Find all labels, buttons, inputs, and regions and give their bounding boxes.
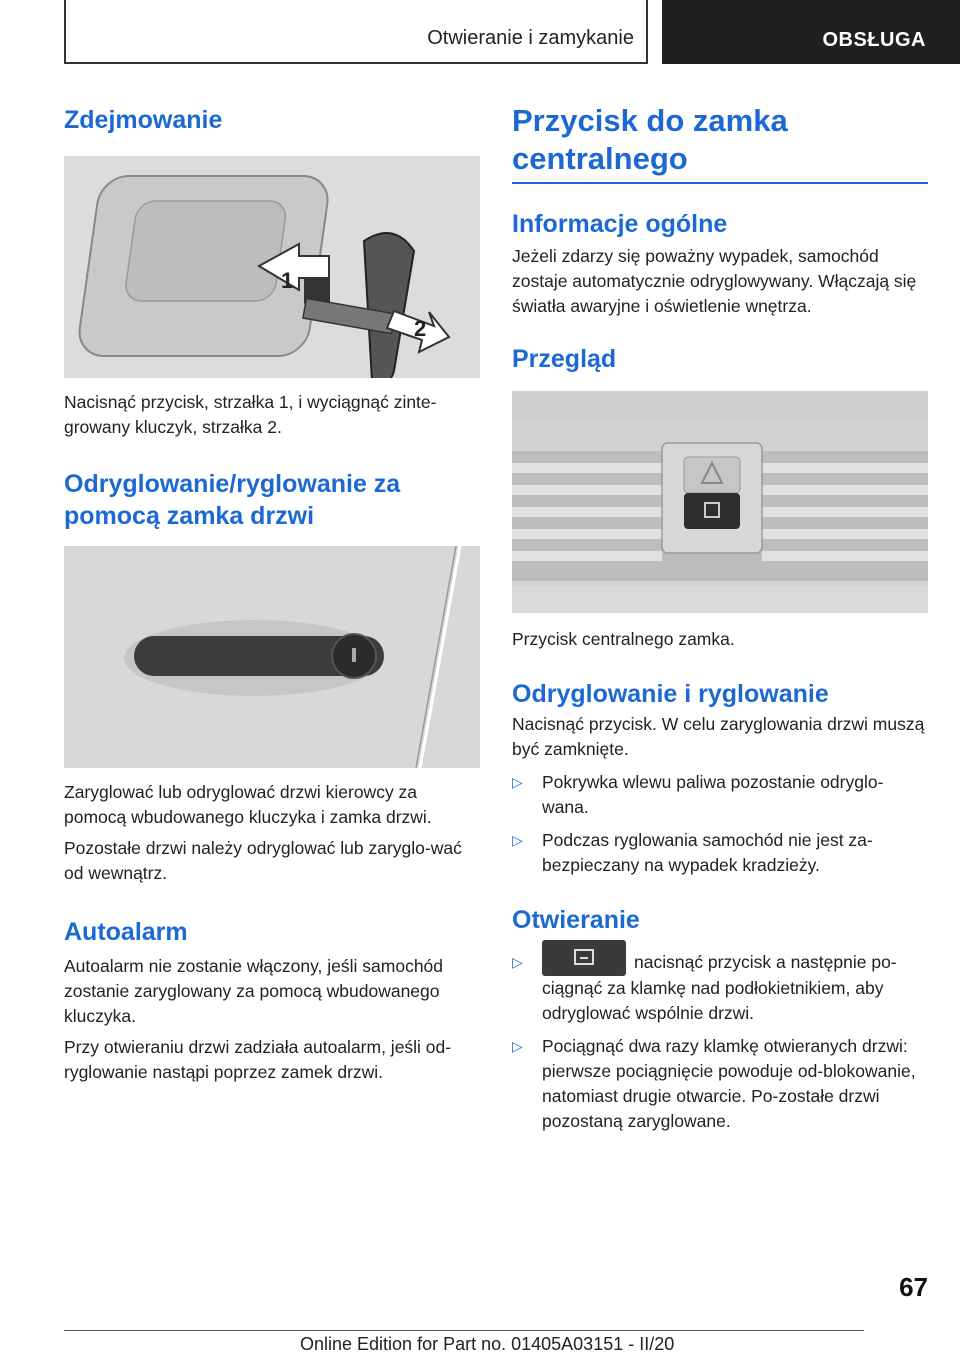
figure-key-removal	[64, 156, 480, 378]
heading-unlock-lock: Odryglowanie i ryglowanie	[512, 680, 829, 708]
door-handle-illustration	[64, 546, 480, 768]
bullet-triangle-icon: ▷	[512, 832, 523, 848]
heading-rule	[512, 182, 928, 184]
arrow-2-label: 2	[414, 316, 427, 341]
alarm-text-1: Autoalarm nie zostanie włączony, jeśli samochód zostanie zaryglowany za pomocą wbudowanego kluczyka.	[64, 956, 444, 1026]
heading-autoalarm: Autoalarm	[64, 918, 188, 946]
running-header-chapter	[662, 0, 960, 64]
footer-rule	[64, 1330, 864, 1331]
heading-central-lock: Przycisk do zamka centralnego	[512, 103, 788, 176]
list-item: ▷ Podczas ryglowania samochód nie jest za-bezpieczany na wypadek kradzieży.	[512, 830, 873, 875]
general-info-text: Jeżeli zdarzy się poważny wypadek, samochód zostaje automatycznie odryglowywany. Włączają się światła awaryjne i oświetlenie wnętrza.	[512, 246, 917, 316]
key-illustration	[64, 156, 480, 378]
overview-caption: Przycisk centralnego zamka.	[512, 629, 735, 649]
list-item: ▷ Pokrywka wlewu paliwa pozostanie odryglo-wana.	[512, 772, 884, 817]
removal-text: Nacisnąć przycisk, strzałka 1, i wyciągnąć zinte-growany kluczyk, strzałka 2.	[64, 392, 437, 437]
figure-door-handle	[64, 546, 480, 768]
header-section-title: Otwieranie i zamykanie	[427, 27, 634, 49]
right-column	[512, 96, 928, 1134]
alarm-text-2: Przy otwieraniu drzwi zadziała autoalarm, jeśli od-ryglowanie nastąpi poprzez zamek drzwi.	[64, 1037, 452, 1082]
door-text-1: Zaryglować lub odryglować drzwi kierowcy za pomocą wbudowanego kluczyka i zamka drzwi.	[64, 782, 432, 827]
list-item: ▷ Pociągnąć dwa razy klamkę otwieranych drzwi: pierwsze pociągnięcie powoduje od-blokowanie, natomiast drugie otwarcie. Po-zostałe drzwi pozostaną zaryglowane.	[512, 1036, 916, 1132]
bullet-triangle-icon: ▷	[512, 1038, 523, 1055]
heading-overview: Przegląd	[512, 345, 617, 373]
arrow-1-label: 1	[281, 268, 294, 293]
header-chapter-title: OBSŁUGA	[822, 29, 926, 51]
open-bullets	[512, 950, 928, 1134]
figure-central-lock-button	[512, 391, 928, 613]
lock-bullets	[512, 770, 928, 878]
running-header-section	[64, 0, 648, 64]
heading-door-lock: Odryglowanie/ryglowanie za pomocą zamka drzwi	[64, 470, 401, 530]
heading-removal: Zdejmowanie	[64, 106, 223, 134]
vent-button-illustration	[512, 391, 928, 613]
door-text-2: Pozostałe drzwi należy odryglować lub zaryglo-wać od wewnątrz.	[64, 838, 462, 883]
unlock-lock-text: Nacisnąć przycisk. W celu zaryglowania drzwi muszą być zamknięte.	[512, 714, 925, 759]
bullet-triangle-icon: ▷	[512, 774, 523, 790]
heading-general-info: Informacje ogólne	[512, 210, 728, 238]
door-unlock-button-icon	[542, 940, 626, 976]
page-number: 67	[899, 1272, 928, 1302]
list-item: ▷ nacisnąć przycisk a następnie po-ciągnąć za klamkę nad podłokietnikiem, aby odryglować wspólnie drzwi.	[512, 950, 928, 1026]
bullet-triangle-icon: ▷	[512, 954, 523, 970]
footer-edition: Online Edition for Part no. 01405A03151 - II/20	[300, 1334, 675, 1354]
left-column	[64, 96, 480, 1085]
heading-opening: Otwieranie	[512, 906, 640, 934]
